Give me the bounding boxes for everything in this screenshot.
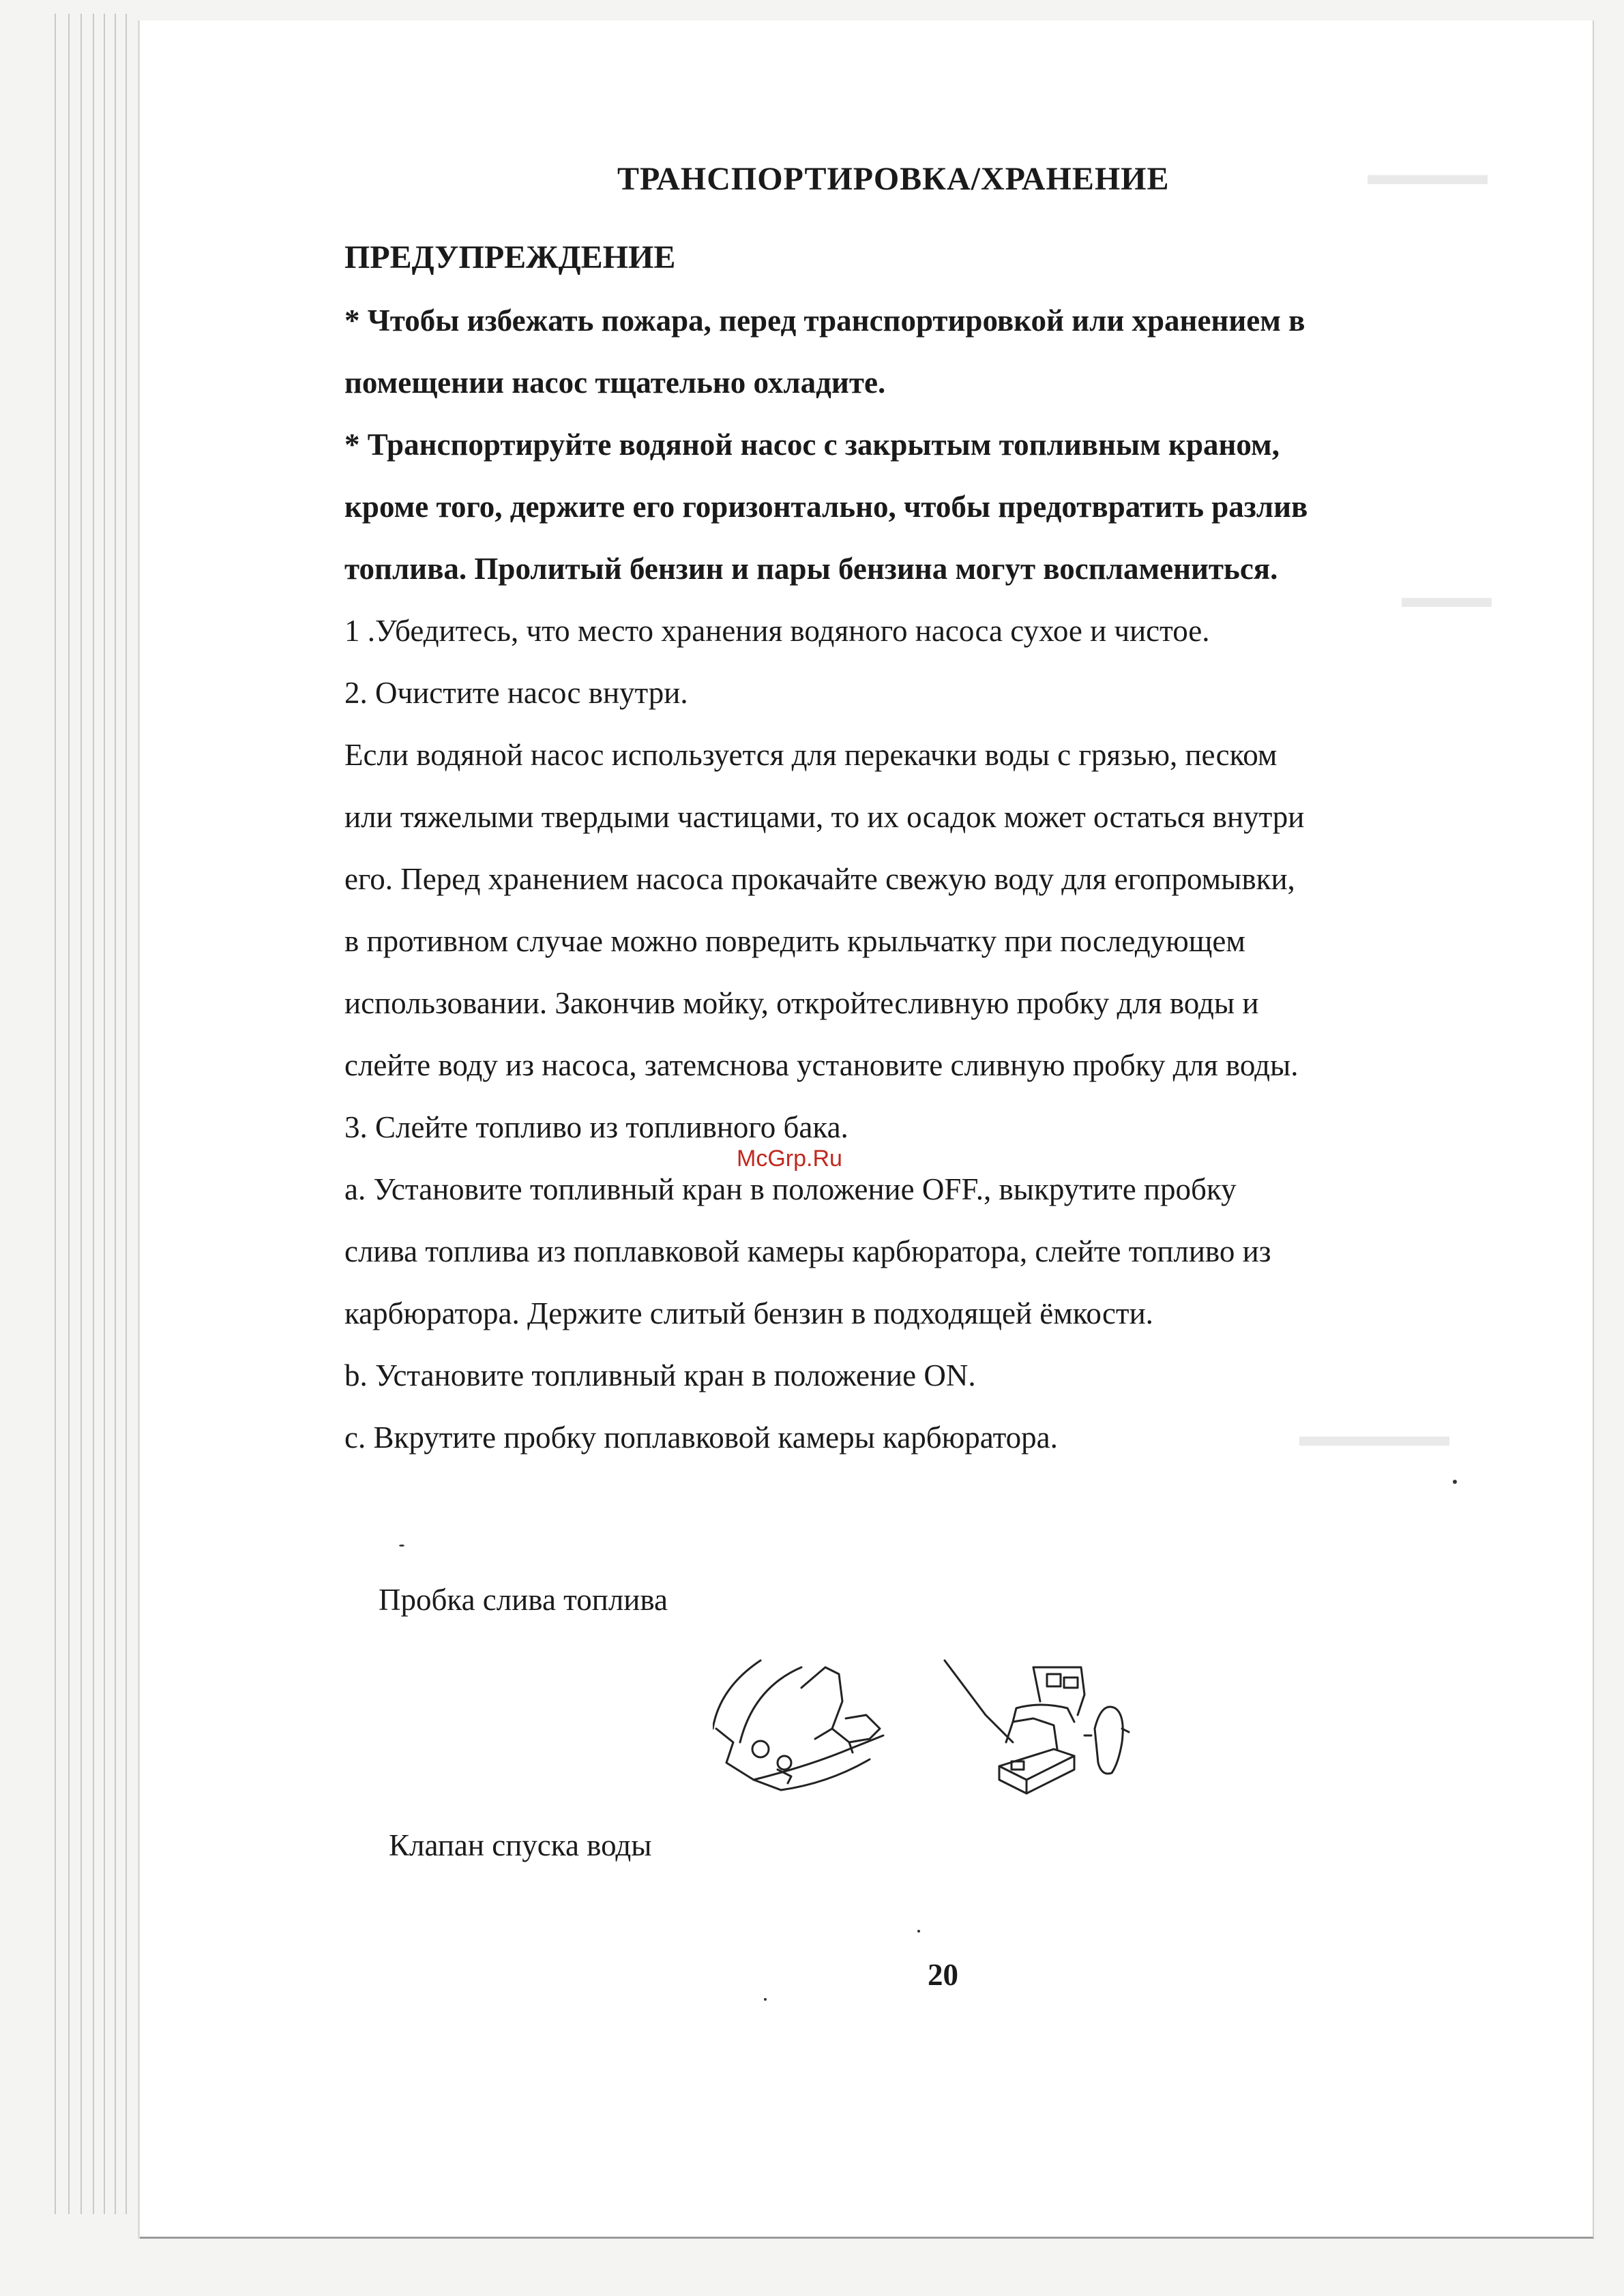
watermark: McGrp.Ru	[737, 1146, 842, 1172]
document-page	[140, 20, 1594, 2239]
text-line: 2. Очистите насос внутри.	[344, 676, 688, 710]
paper-edge	[126, 14, 127, 2214]
carburetor-screw	[1047, 1674, 1061, 1686]
caption-water-valve: Клапан спуска воды	[389, 1828, 652, 1862]
text-line: топлива. Пролитый бензин и пары бензина могут воспламениться.	[344, 552, 1278, 586]
page-title: ТРАНСПОРТИРОВКА/ХРАНЕНИЕ	[617, 161, 1170, 197]
scan-speck	[764, 1998, 767, 2001]
text-line: его. Перед хранением насоса прокачайте свежую воду для егопромывки,	[344, 862, 1295, 896]
text-line: с. Вкрутите пробку поплавковой камеры карбюратора.	[344, 1420, 1058, 1455]
text-line: кроме того, держите его горизонтально, чтобы предотвратить разлив	[344, 490, 1308, 524]
page-number: 20	[928, 1958, 958, 1992]
pump-illustration	[713, 1647, 1327, 1824]
paper-edge	[115, 14, 116, 2214]
text-line: 1 .Убедитесь, что место хранения водяного насоса сухое и чистое.	[344, 614, 1210, 648]
text-line: * Транспортируйте водяной насос с закрытым топливным краном,	[344, 428, 1280, 462]
warning-heading: ПРЕДУПРЕЖДЕНИЕ	[344, 239, 676, 275]
fuel-tap-knob	[1095, 1707, 1123, 1774]
text-line: слива топлива из поплавковой камеры карбюратора, слейте топливо из	[344, 1234, 1271, 1268]
scan-speck	[1453, 1480, 1457, 1484]
text-line: слейте воду из насоса, затемснова установите сливную пробку для воды.	[344, 1048, 1299, 1082]
text-line: использовании. Закончив мойку, откройтесливную пробку для воды и	[344, 986, 1259, 1020]
bleed-through: ▬▬▬▬	[1368, 158, 1488, 191]
paper-edge	[93, 14, 94, 2214]
paper-edge	[55, 14, 56, 2214]
text-line: * Чтобы избежать пожара, перед транспортировкой или хранением в	[344, 303, 1305, 338]
body-text	[344, 290, 1624, 1469]
paper-edge	[68, 14, 70, 2214]
paper-edge	[80, 14, 82, 2214]
text-line: 3. Слейте топливо из топливного бака.	[344, 1110, 848, 1144]
valve-bolt	[752, 1741, 769, 1757]
housing-outline	[713, 1660, 761, 1729]
text-line: или тяжелыми твердыми частицами, то их осадок может остаться внутри	[344, 800, 1305, 834]
scan-speck	[399, 1545, 404, 1547]
text-line: помещении насос тщательно охладите.	[344, 366, 886, 400]
caption-fuel-drain: Пробка слива топлива	[379, 1583, 668, 1617]
water-drain-valve	[832, 1715, 880, 1742]
text-line: карбюратора. Держите слитый бензин в подходящей ёмкости.	[344, 1296, 1153, 1330]
text-line: в противном случае можно повредить крыльчатку при последующем	[344, 924, 1245, 958]
scan-speck	[917, 1930, 920, 1933]
bleed-through: ▬▬▬▬▬	[1299, 1419, 1449, 1452]
text-line: а. Установите топливный кран в положение OFF., выкрутите пробку	[344, 1172, 1237, 1206]
pointer-line	[945, 1660, 1013, 1742]
text-line: b. Установите топливный кран в положение ON.	[344, 1358, 976, 1392]
bleed-through: ▬▬▬	[1402, 580, 1492, 614]
text-line: Если водяной насос используется для перекачки воды с грязью, песком	[344, 738, 1278, 772]
paper-edge	[104, 14, 105, 2214]
